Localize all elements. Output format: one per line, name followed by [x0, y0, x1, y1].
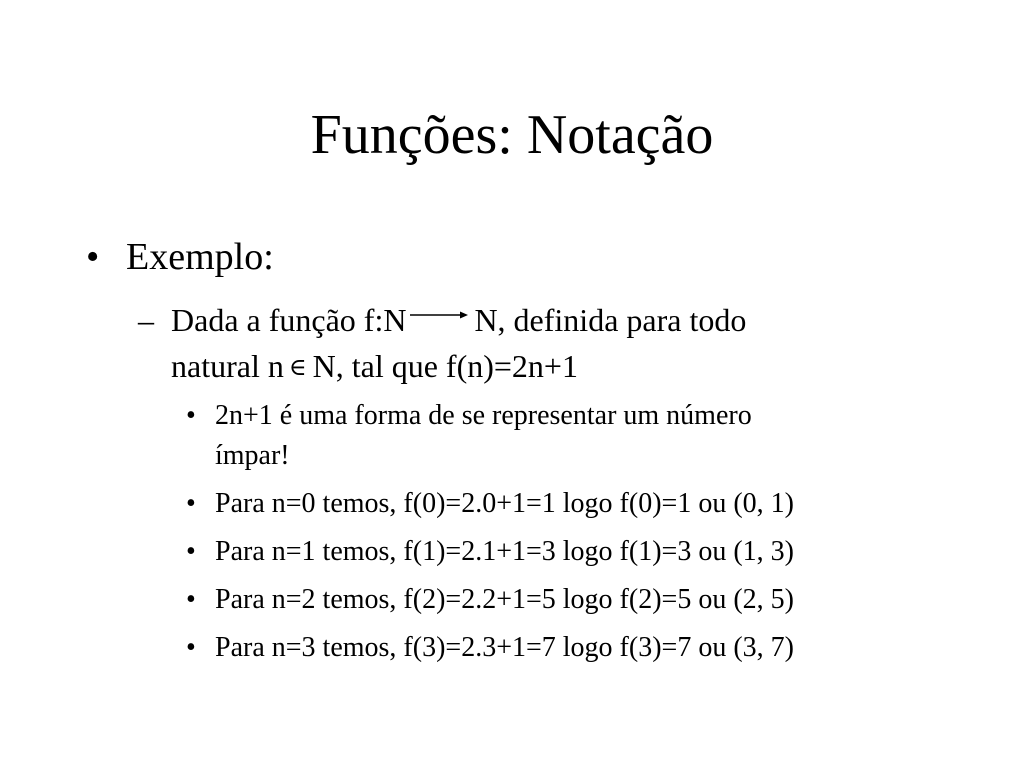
list-item	[186, 484, 966, 524]
list-item	[186, 580, 966, 620]
list-item-text: 2n+1 é uma forma de se representar um número ímpar!	[215, 400, 752, 471]
bullet-level1-text: Exemplo:	[126, 236, 274, 278]
element-of-icon: ∈	[288, 355, 307, 381]
list-item	[186, 628, 966, 668]
bullet-marker: •	[186, 488, 196, 519]
bullet-level2-line2	[171, 343, 931, 389]
bullet-level2-body	[171, 297, 931, 389]
bullet-level2-line1	[171, 297, 931, 343]
slide-title: Funções: Notação	[310, 104, 714, 166]
bullet-marker: •	[186, 400, 196, 431]
bullet-marker: •	[186, 536, 196, 567]
bullet-marker: •	[186, 584, 196, 615]
list-item-text: Para n=0 temos, f(0)=2.0+1=1 logo f(0)=1 ou (0, 1)	[215, 488, 794, 519]
bullet-marker: •	[86, 236, 100, 278]
bullet-level3-list	[186, 396, 966, 676]
list-item-text: Para n=1 temos, f(1)=2.1+1=3 logo f(1)=3 ou (1, 3)	[215, 536, 794, 567]
right-arrow-icon	[410, 310, 468, 320]
list-item-text: Para n=3 temos, f(3)=2.3+1=7 logo f(3)=7 ou (3, 7)	[215, 632, 794, 663]
function-definition-text: N, tal que f(n)=2n+1	[312, 348, 578, 384]
function-signature-start: Dada a função f:N	[171, 302, 407, 338]
function-signature-end: N, definida para todo	[474, 302, 747, 338]
natural-n-text: natural n	[171, 348, 284, 384]
list-item-text: Para n=2 temos, f(2)=2.2+1=5 logo f(2)=5 ou (2, 5)	[215, 584, 794, 615]
dash-marker: –	[138, 302, 154, 338]
bullet-marker: •	[186, 632, 196, 663]
list-item	[186, 532, 966, 572]
list-item	[186, 396, 966, 476]
